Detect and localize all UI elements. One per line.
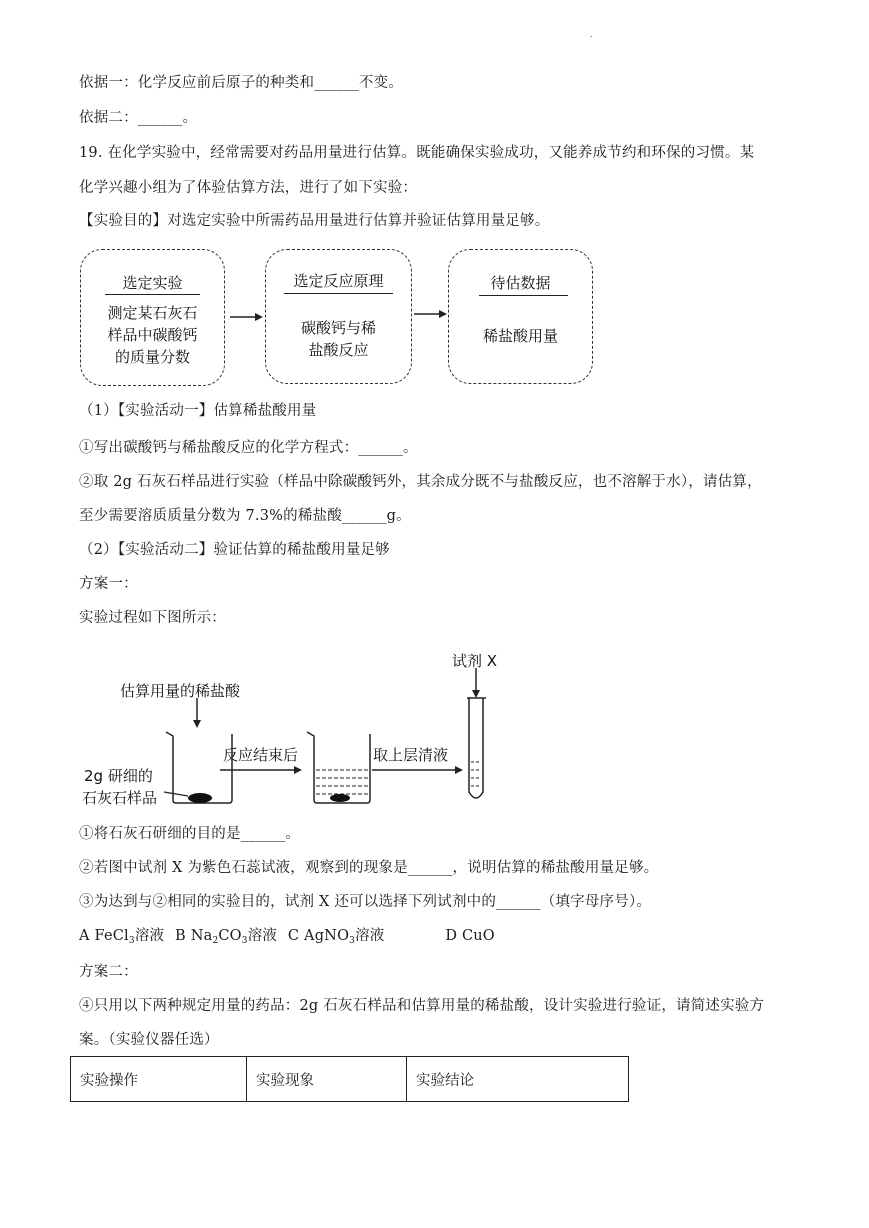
question-19-line1: 19. 在化学实验中，经常需要对药品用量进行估算。既能确保实验成功，又能养成节约和环保的习惯。某 [79,145,755,161]
flow-box-body: 测定某石灰石 样品中碳酸钙 的质量分数 [107,304,198,366]
arrow-right-icon [372,766,463,774]
basis-one: 依据一：化学反应前后原子的种类和______不变。 [79,75,403,91]
table-header-conclusion: 实验结论 [407,1057,629,1102]
table-header-row [71,1057,629,1102]
flow-box-underline [284,293,393,294]
activity-one-q2-line2: 至少需要溶质质量分数为 7.3%的稀盐酸______g。 [79,508,411,524]
experiment-figure [0,640,869,815]
flow-box-title: 选定实验 [122,274,183,292]
arrow-right-icon [229,310,265,324]
plan-one-label: 方案一： [79,576,138,592]
sample-label-line2: 石灰石样品 [82,789,158,807]
experiment-purpose: 【实验目的】对选定实验中所需药品用量进行估算并验证估算用量足够。 [79,213,550,229]
options-row [79,926,495,951]
process-label: 实验过程如下图所示： [79,610,226,626]
acid-label: 估算用量的稀盐酸 [120,682,241,700]
table-header-phenomenon: 实验现象 [247,1057,407,1102]
flow-box-title: 待估数据 [490,274,551,292]
question-design-line1: ④只用以下两种规定用量的药品：2g 石灰石样品和估算用量的稀盐酸，设计实验进行验证，请简述实验方 [79,998,765,1014]
beaker-icon [166,732,232,803]
answer-table [70,1056,629,1102]
flow-box-title: 选定反应原理 [293,272,384,290]
activity-one-q2-line1: ②取 2g 石灰石样品进行实验（样品中除碳酸钙外，其余成分既不与盐酸反应，也不溶解于水），请估算， [79,474,762,490]
beaker-icon [307,732,370,803]
option-c: C AgNO$_3$溶液 [287,928,385,946]
reagent-x-label: 试剂 X [452,652,498,670]
after-reaction-label: 反应结束后 [223,746,299,764]
activity-two-title: （2）【实验活动二】验证估算的稀盐酸用量足够 [79,542,390,558]
question-19-line2: 化学兴趣小组为了体验估算方法，进行了如下实验： [79,180,418,196]
activity-one-q1: ①写出碳酸钙与稀盐酸反应的化学方程式：______。 [79,440,418,456]
option-d: D CuO [445,928,495,944]
arrow-right-icon [413,307,449,321]
sample-label-line1: 2g 研细的 [84,767,153,785]
header-mark: . [590,30,593,39]
activity-one-title: （1）【实验活动一】估算稀盐酸用量 [79,403,317,419]
flow-box-selected-experiment [80,249,225,386]
take-supernatant-label: 取上层清液 [373,746,449,764]
option-b: B $Na_2CO_3$溶液 [175,928,278,946]
question-litmus: ②若图中试剂 X 为紫色石蕊试液，观察到的现象是______，说明估算的稀盐酸用量足够。 [79,860,659,876]
flow-box-body: 稀盐酸用量 [482,327,558,345]
arrow-down-icon [472,668,480,698]
flow-box-body: 碳酸钙与稀 盐酸反应 [300,319,376,359]
option-a: A FeCl$_3$溶液 [79,928,165,946]
question-design-line2: 案。（实验仪器任选） [79,1032,219,1048]
flow-box-underline [105,294,200,295]
basis-two: 依据二：______。 [79,110,198,126]
test-tube-icon [467,698,486,798]
flow-box-data-to-estimate [448,249,593,384]
flow-box-reaction-principle [265,249,412,384]
plan-two-label: 方案二： [79,964,138,980]
question-grind: ①将石灰石研细的目的是______。 [79,826,301,842]
table-header-operation: 实验操作 [71,1057,247,1102]
flow-box-underline [479,295,568,296]
question-alternative: ③为达到与②相同的实验目的，试剂 X 还可以选择下列试剂中的______（填字母序号）。 [79,894,652,910]
arrow-down-icon [193,698,201,728]
